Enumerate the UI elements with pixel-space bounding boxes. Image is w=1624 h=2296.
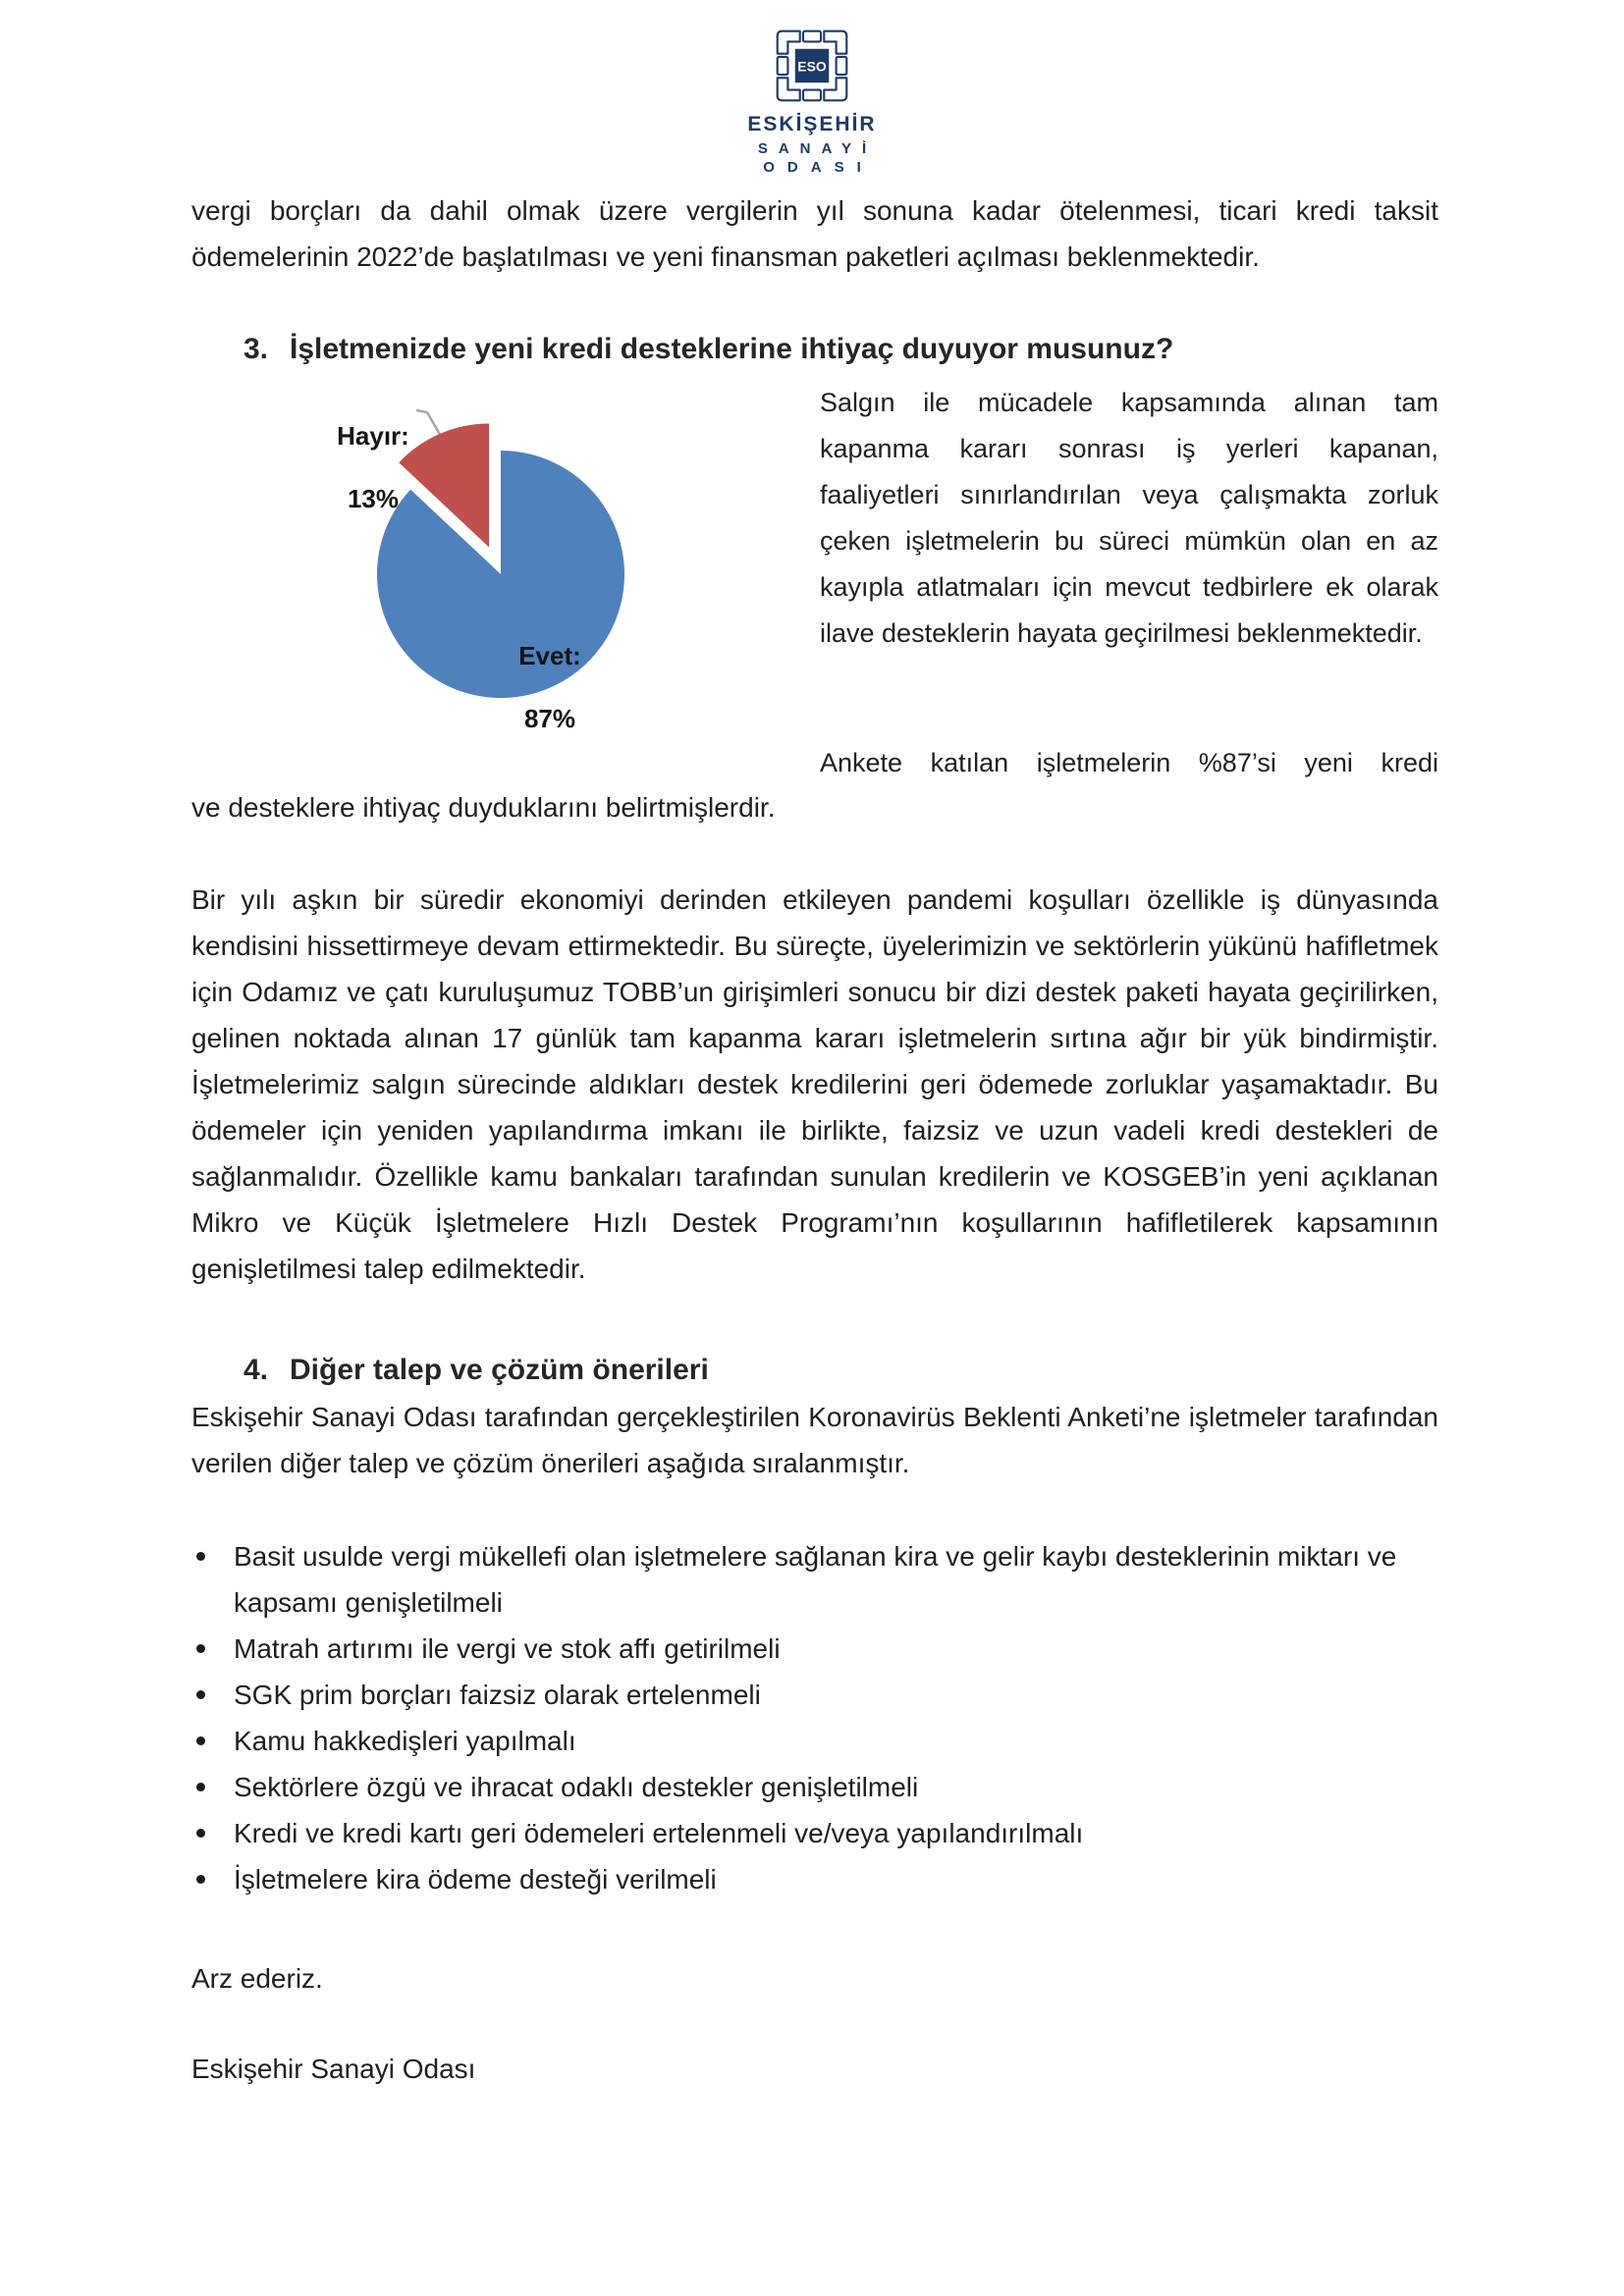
answer-paragraph: Salgın ile mücadele kapsamında alınan tam kapanma kararı sonrası iş yerleri kapanan, faaliyetleri sınırlandırılan veya çalışmakta zorluk çeken işletmelerin bu süreci mümkün olan en az kayıpla atlatmaları için mevcut tedbirlere ek olarak ilave desteklerin hayata geçirilmesi beklenmektedir. xyxy=(820,388,1438,648)
bullet-dot-icon xyxy=(196,1690,205,1699)
pie-label-hayir-name: Hayır: xyxy=(337,421,409,451)
logo-acronym: ESO xyxy=(797,58,827,75)
bullet-dot-icon xyxy=(196,1644,205,1653)
question-3-title: İşletmenizde yeni kredi desteklerine ihtiyaç duyuyor musunuz? xyxy=(290,333,1174,365)
bullet-item xyxy=(191,1672,1446,1718)
bullet-text: SGK prim borçları faizsiz olarak ertelenmeli xyxy=(234,1680,761,1710)
intro-paragraph: vergi borçları da dahil olmak üzere vergilerin yıl sonuna kadar ötelenmesi, ticari kredi taksit ödemelerinin 2022’de başlatılması ve yeni finansman paketleri açılması beklenmektedir. xyxy=(191,195,1438,272)
pie-label-hayir-value: 13% xyxy=(347,484,400,513)
section-4-number: 4. xyxy=(244,1354,269,1386)
bullet-item xyxy=(191,1533,1446,1626)
section-4-intro: Eskişehir Sanayi Odası tarafından gerçekleştirilen Koronavirüs Beklenti Anketi’ne işletmeler tarafından verilen diğer talep ve çözüm önerileri aşağıda sıralanmıştır. xyxy=(191,1402,1438,1478)
pie-label-evet-name: Evet: xyxy=(518,641,581,670)
bullet-dot-icon xyxy=(196,1736,205,1745)
closing-text: Arz ederiz. xyxy=(191,1963,323,1994)
suggestions-list xyxy=(191,1533,1446,1902)
bullet-text: Kredi ve kredi kartı geri ödemeleri ertelenmeli ve/veya yapılandırılmalı xyxy=(234,1818,1084,1848)
question-3-heading xyxy=(244,330,1432,369)
logo-block xyxy=(0,26,1624,176)
bullet-dot-icon xyxy=(196,1829,205,1838)
bullet-item xyxy=(191,1810,1446,1856)
bullet-item xyxy=(191,1718,1446,1764)
bullet-text: Matrah artırımı ile vergi ve stok affı getirilmeli xyxy=(234,1633,781,1664)
bullet-text: Kamu hakkedişleri yapılmalı xyxy=(234,1726,576,1756)
signature-text: Eskişehir Sanayi Odası xyxy=(191,2054,476,2084)
bullet-dot-icon xyxy=(196,1783,205,1791)
section-4-heading xyxy=(244,1351,1432,1390)
pie-chart xyxy=(273,379,705,733)
bullet-text: İşletmelere kira ödeme desteği verilmeli xyxy=(234,1864,717,1895)
bullet-item xyxy=(191,1626,1446,1672)
body-paragraph: Bir yılı aşkın bir süredir ekonomiyi derinden etkileyen pandemi koşulları özellikle iş dünyasında kendisini hissettirmeye devam ettirmektedir. Bu süreçte, üyelerimizin ve sektörlerin yükünü hafifletmek için Odamız ve çatı kuruluşumuz TOBB’un girişimleri sonucu bir dizi destek paketi hayata geçirilirken, gelinen noktada alınan 17 günlük tam kapanma kararı işletmelerin sırtına ağır bir yük bindirmiştir. İşletmelerimiz salgın sürecinde aldıkları destek kredilerini geri ödemede zorluklar yaşamaktadır. Bu ödemeler için yeniden yapılandırma imkanı ile birlikte, faizsiz ve uzun vadeli kredi destekleri de sağlanmalıdır. Özellikle kamu bankaları tarafından sunulan kredilerin ve KOSGEB’in yeni açıklanan Mikro ve Küçük İşletmelere Hızlı Destek Programı’nın koşullarının hafifletilerek kapsamının genişletilmesi talep edilmektedir. xyxy=(191,884,1438,1284)
bullet-item xyxy=(191,1856,1446,1902)
org-name-line3: ODASI xyxy=(763,159,874,176)
bullet-dot-icon xyxy=(196,1875,205,1884)
section-4-title: Diğer talep ve çözüm önerileri xyxy=(290,1354,709,1386)
bullet-item xyxy=(191,1764,1446,1810)
bullet-text: Sektörlere özgü ve ihracat odaklı destekler genişletilmeli xyxy=(234,1772,919,1802)
bullet-text: Basit usulde vergi mükellefi olan işletmelere sağlanan kira ve gelir kaybı desteklerinin miktarı ve kapsamı genişletilmeli xyxy=(234,1541,1397,1618)
pie-label-evet-value: 87% xyxy=(523,704,576,733)
eso-logo-icon xyxy=(772,26,852,106)
pie-label-hayir xyxy=(328,389,418,514)
question-3-number: 3. xyxy=(244,333,269,365)
org-name-line1: ESKİŞEHİR xyxy=(747,113,877,135)
bullet-dot-icon xyxy=(196,1552,205,1561)
answer-summary-line1: Ankete katılan işletmelerin %87’si yeni kredi xyxy=(820,748,1438,777)
answer-summary-line2: ve desteklere ihtiyaç duyduklarını belirtmişlerdir. xyxy=(191,792,776,823)
org-name-line2: SANAYİ xyxy=(757,140,878,157)
pie-label-evet xyxy=(491,609,609,734)
